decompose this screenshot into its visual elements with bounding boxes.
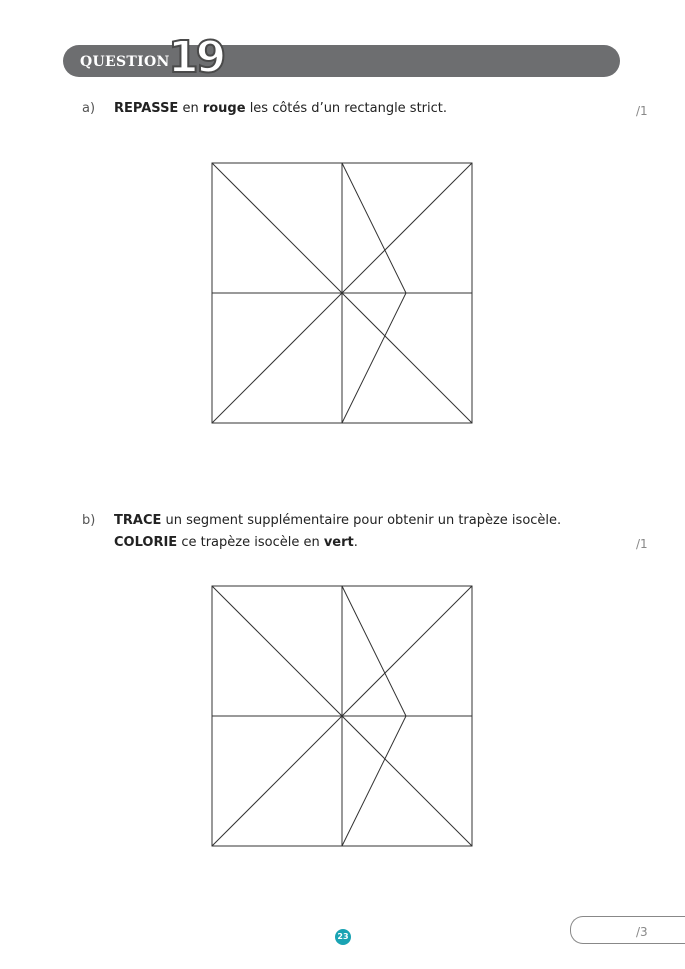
text-segment: rouge [202, 101, 246, 116]
part-b-score: /1 [636, 537, 648, 551]
page-number-badge: 23 [335, 929, 351, 945]
text-segment: vert [323, 535, 354, 550]
text-segment: COLORIE [114, 535, 178, 550]
part-a-label: a) [82, 101, 96, 116]
part-b-instruction-1 [114, 513, 561, 528]
text-segment: ce trapèze isocèle en [177, 535, 324, 550]
total-score: /3 [636, 925, 648, 939]
text-segment: TRACE [114, 513, 162, 528]
text-segment: les côtés d’un rectangle strict. [245, 101, 448, 116]
text-segment: . [353, 535, 358, 550]
text-segment: REPASSE [114, 101, 179, 116]
question-label: QUESTION [80, 54, 170, 70]
text-segment: un segment supplémentaire pour obtenir un trapèze isocèle. [161, 513, 562, 528]
total-score-box [570, 916, 685, 944]
text-segment: en [178, 101, 203, 116]
figure-b [211, 585, 473, 851]
part-a-score: /1 [636, 104, 648, 118]
part-b-instruction-2 [114, 535, 358, 550]
figure-a [211, 162, 473, 428]
part-b-label: b) [82, 513, 96, 528]
question-number: 19 [168, 32, 224, 83]
part-a-instruction [114, 101, 447, 116]
